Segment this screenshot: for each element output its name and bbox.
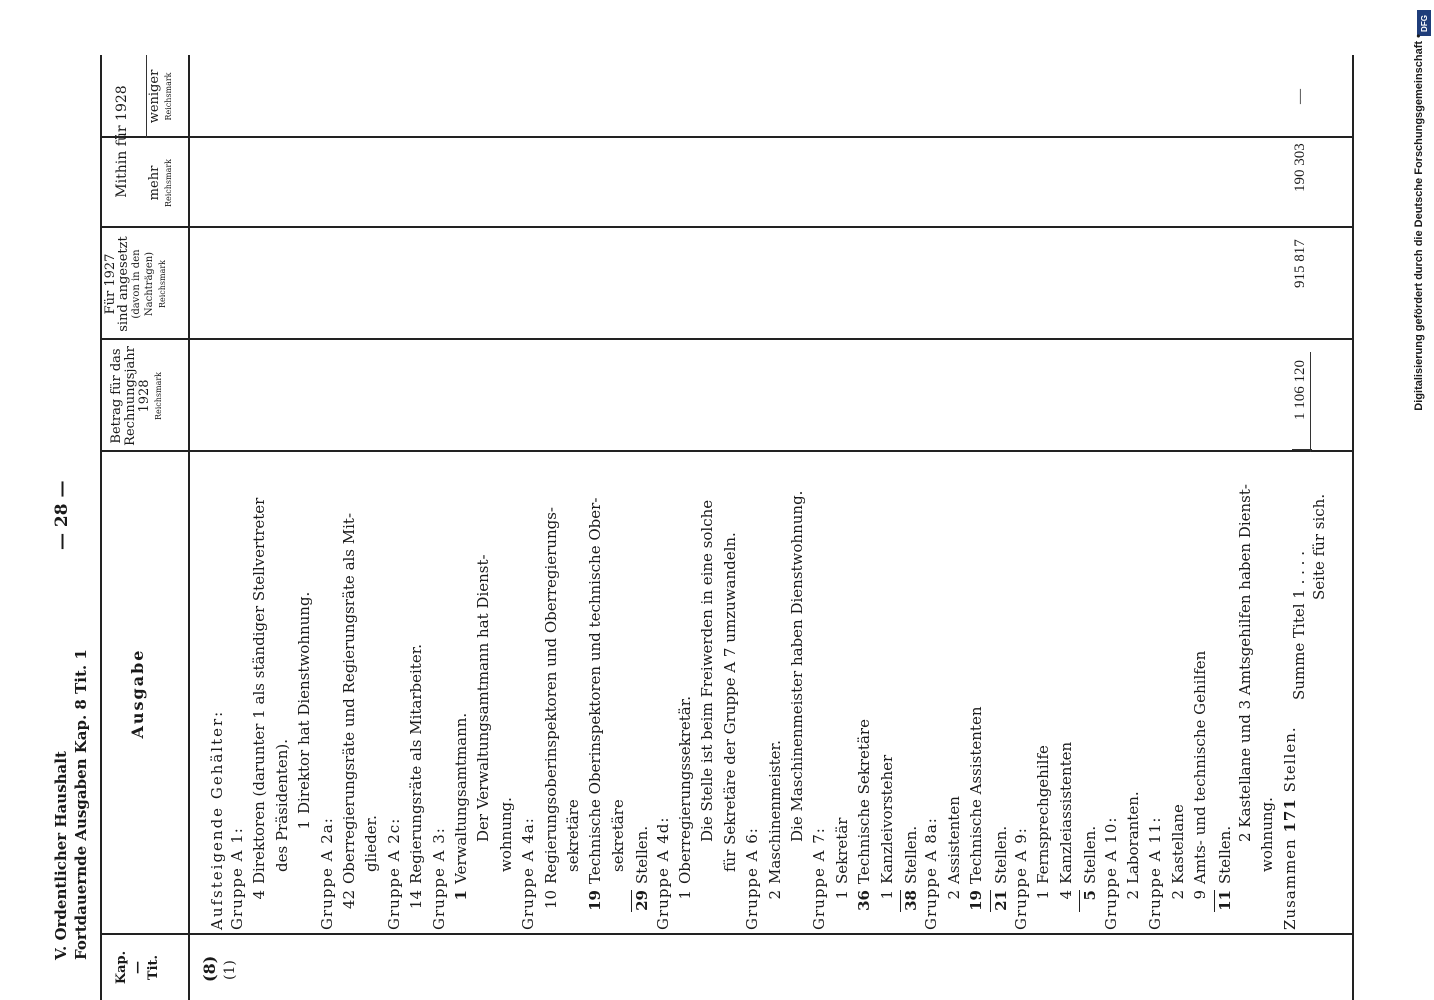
col1927-unit: Reichsmark	[158, 259, 167, 309]
list-item	[407, 644, 425, 912]
line-text: Kanzleiassistenten	[1056, 741, 1075, 884]
col-sep-ausgabe	[100, 450, 1352, 452]
line-text: Der Verwaltungsamtmann hat Dienst-	[474, 554, 493, 842]
line-text: Gruppe A 8a:	[922, 817, 941, 930]
col-header-weniger	[148, 55, 176, 138]
col-header-mithin: Mithin für 1928	[114, 85, 130, 198]
col-header-ausgabe: Ausgabe	[128, 648, 147, 739]
line-text: Direktor hat Dienstwohnung.	[295, 591, 314, 814]
col-header-mehr	[148, 138, 176, 228]
tit-value: (1)	[222, 960, 238, 980]
group-heading	[743, 827, 761, 930]
line-text: Gruppe A 3:	[429, 827, 448, 930]
count-value: 1	[295, 820, 314, 830]
line-text: Gruppe A 11:	[1146, 816, 1165, 930]
line-text: sekretäre	[608, 799, 627, 872]
col-sep-1927	[100, 226, 1352, 228]
betrag-line-2: Rechnungsjahr	[123, 346, 138, 446]
line-text: Gruppe A 4d:	[653, 816, 672, 930]
count-value: 19	[586, 890, 605, 911]
line-text: wohnung.	[496, 797, 515, 872]
count-value: 5	[1079, 890, 1099, 912]
count-value: 29	[633, 890, 652, 911]
group-heading	[318, 817, 336, 930]
list-item	[564, 799, 582, 872]
list-item	[1236, 484, 1254, 842]
line-text: Gruppe A 2c:	[384, 817, 403, 930]
line-text: Kastellane	[1168, 804, 1187, 884]
count-value: 11	[1215, 890, 1234, 911]
betrag-underline	[1310, 352, 1311, 452]
line-text: Assistenten	[944, 796, 963, 884]
line-text: Gruppe A 7:	[810, 827, 829, 930]
line-text: Kanzleivorsteher	[877, 754, 896, 884]
intro-line: Aufsteigende Gehälter:	[208, 709, 226, 930]
count-value: 2	[944, 890, 963, 900]
col-header-kap-label: Kap. — Tit.	[114, 950, 161, 985]
col-header-1927	[104, 228, 169, 340]
table-bottom-rule	[1352, 55, 1354, 1000]
line-text: sekretäre	[564, 799, 582, 872]
list-item	[721, 532, 739, 872]
table-top-rule	[100, 55, 102, 1000]
line-text: Gruppe A 1:	[228, 827, 246, 930]
digitization-stamp	[1413, 6, 1431, 986]
line-text-bold: 171	[1280, 798, 1299, 833]
total-mehr: 190 303	[1292, 143, 1308, 192]
line-text: wohnung.	[1258, 797, 1277, 872]
col-sep-betrag	[100, 338, 1352, 340]
list-item	[452, 713, 470, 912]
seite-label: Seite für sich.	[1310, 493, 1328, 600]
line-text: Maschinenmeister.	[765, 740, 784, 884]
mehr-label: mehr	[147, 165, 162, 201]
col1927-line-2: sind angesetzt	[116, 236, 131, 332]
line-text: Regierungsräte als Mitarbeiter.	[407, 644, 426, 884]
list-item	[1079, 826, 1099, 912]
line-text: Technische Assistenten	[967, 706, 986, 884]
count-value: 36	[855, 890, 874, 911]
subtitle: Fortdauernde Ausgaben Kap. 8 Tit. 1	[72, 649, 90, 960]
list-item	[1034, 745, 1052, 912]
list-item	[967, 707, 985, 913]
col1927-line-1: Für 1927	[103, 253, 118, 315]
line-text: Die Maschinenmeister haben Dienstwohnung.	[788, 490, 806, 842]
col-sep-kap	[100, 933, 1352, 935]
line-text: Stellen.	[1215, 825, 1234, 884]
count-value: 1	[452, 890, 470, 901]
group-heading	[810, 827, 828, 930]
line-text: Stellen.	[633, 825, 652, 884]
count-value: 1	[1034, 890, 1053, 900]
weniger-label: weniger	[147, 69, 162, 124]
list-item	[631, 826, 651, 912]
line-text: Direktoren (darunter 1 als ständiger Stellvertreter	[250, 497, 269, 884]
group-heading	[1146, 817, 1164, 930]
list-item	[900, 826, 920, 912]
list-item	[586, 498, 604, 912]
mehr-unit: Reichsmark	[164, 158, 173, 208]
list-item	[1258, 797, 1276, 872]
list-item	[855, 719, 873, 912]
section-title: V. Ordentlicher Haushalt	[52, 751, 70, 960]
line-text: Fernsprechgehilfe	[1034, 745, 1053, 884]
list-item	[945, 796, 963, 912]
list-item	[1124, 791, 1142, 912]
betrag-bracket	[1292, 449, 1312, 450]
list-item	[1214, 826, 1234, 912]
betrag-unit: Reichsmark	[154, 371, 163, 421]
list-item	[1057, 742, 1075, 912]
kap-value: (8)	[200, 955, 219, 982]
group-heading	[1012, 827, 1030, 930]
line-text: Oberregierungsräte und Regierungsräte als Mit-	[340, 512, 358, 884]
header-bottom-rule	[188, 55, 190, 1000]
total-1927: 915 817	[1292, 239, 1308, 288]
count-value: 38	[902, 890, 920, 911]
group-heading	[922, 817, 940, 930]
line-text: des Präsidenten).	[272, 739, 291, 872]
line-text: Gruppe A 4a:	[519, 817, 538, 930]
col-sep-mehr	[100, 136, 1352, 138]
count-value: 21	[991, 890, 1010, 911]
list-item	[542, 507, 560, 912]
line-text: Zusammen 171 Stellen.	[1280, 726, 1299, 930]
list-item	[273, 739, 291, 872]
line-text: glieder.	[362, 815, 381, 872]
list-item	[833, 818, 851, 912]
list-item	[295, 592, 313, 842]
page-number: — 28 —	[52, 480, 72, 550]
total-weniger: —	[1292, 89, 1308, 104]
group-heading	[519, 817, 537, 930]
digitization-stamp-text: Digitalisierung gefördert durch die Deutsche Forschungsgemeinschaft •	[1413, 34, 1425, 411]
weniger-unit: Reichsmark	[164, 72, 173, 121]
line-text: Regierungsoberinspektoren und Oberregierungs-	[541, 507, 560, 884]
line-text: Technische Sekretäre	[855, 719, 874, 884]
line-text: Gruppe A 10:	[1101, 816, 1120, 930]
col-header-kap	[114, 935, 162, 1000]
count-value: 14	[407, 890, 426, 910]
count-value: 4	[1056, 890, 1075, 900]
line-text: Die Stelle ist beim Freiwerden in eine solche	[698, 499, 717, 842]
group-heading	[385, 818, 403, 930]
count-value: 9	[1191, 890, 1210, 900]
count-value: 19	[967, 890, 986, 911]
group-heading	[228, 827, 246, 930]
line-text: Amts- und technische Gehilfen	[1191, 650, 1210, 884]
line-text: Oberregierungssekretär.	[676, 695, 694, 884]
count-value: 1	[832, 890, 851, 900]
count-value: 1	[877, 890, 896, 900]
list-item	[250, 498, 268, 912]
group-heading	[1102, 817, 1120, 930]
line-text: Verwaltungsamtmann.	[452, 712, 470, 884]
betrag-line-3: 1928	[137, 379, 152, 413]
list-item	[766, 740, 784, 912]
line-text: für Sekretäre der Gruppe A 7 umzuwandeln.	[720, 532, 739, 872]
total-betrag-1928: 1 106 120	[1292, 360, 1308, 420]
line-text: Gruppe A 9:	[1012, 827, 1030, 930]
list-item	[474, 554, 492, 842]
count-value: 4	[250, 890, 269, 900]
line-text: Gruppe A 2a:	[317, 817, 336, 930]
line-text: Stellen.	[1081, 825, 1100, 884]
line-text: Sekretär	[832, 817, 851, 884]
count-value: 10	[541, 890, 560, 910]
line-text: Technische Oberinspektoren und technische Ober-	[586, 497, 605, 884]
col1927-line-4: Nachträgen)	[144, 251, 155, 317]
summe-label: Summe Titel 1 . . . .	[1290, 551, 1308, 700]
line-text: Stellen.	[991, 825, 1010, 884]
list-item	[340, 513, 358, 912]
list-item	[698, 500, 716, 842]
col-header-betrag	[110, 340, 166, 452]
betrag-line-1: Betrag für das	[109, 348, 124, 444]
count-value: 2	[765, 890, 784, 900]
count-value: 2	[1124, 890, 1142, 900]
group-heading	[654, 817, 672, 930]
line-text: 2 Kastellane und 3 Amtsgehilfen haben Dienst-	[1236, 484, 1254, 842]
list-item	[878, 755, 896, 912]
count-value: 2	[1168, 890, 1187, 900]
list-item	[362, 815, 380, 872]
list-item	[788, 491, 806, 842]
list-item	[990, 826, 1010, 912]
dfg-logo-text: DFG	[1419, 14, 1429, 32]
list-item	[1191, 651, 1209, 912]
list-item	[676, 696, 694, 912]
count-value: 42	[340, 890, 358, 910]
line-text: Gruppe A 6:	[743, 827, 762, 930]
col1927-line-3: (davon in den	[131, 249, 142, 319]
list-item	[1169, 804, 1187, 912]
group-heading	[1281, 726, 1299, 930]
group-heading	[430, 827, 448, 930]
line-text: Stellen.	[902, 825, 920, 884]
line-text: Laboranten.	[1124, 791, 1142, 884]
list-item	[609, 799, 627, 872]
count-value: 1	[676, 890, 694, 900]
list-item	[497, 797, 515, 872]
